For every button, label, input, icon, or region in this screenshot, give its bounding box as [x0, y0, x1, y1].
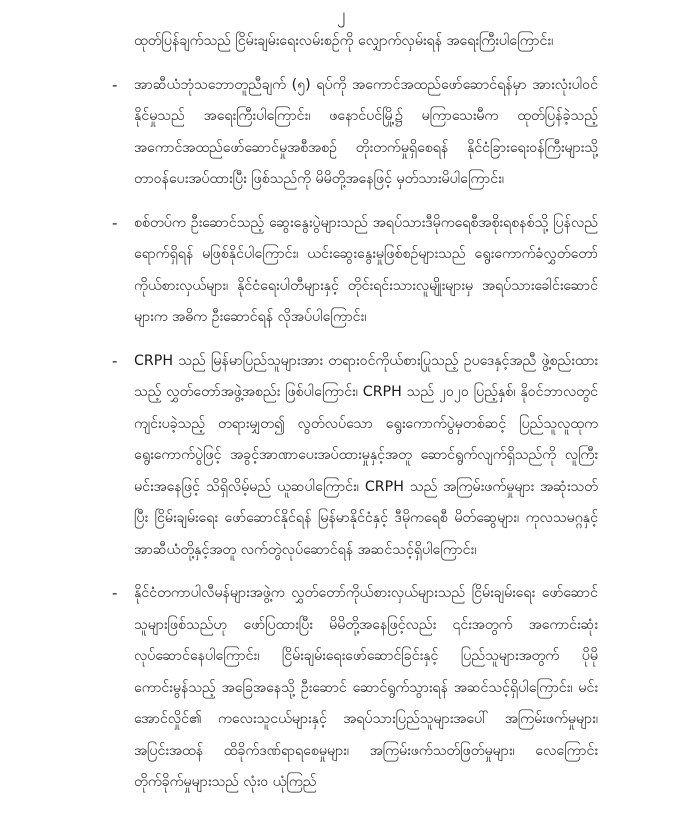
bullet-text: CRPH သည် မြန်မာပြည်သူများအား တရားဝင်ကိုယ်စားပြုသည့် ဥပဒေနှင့်အညီ ဖွဲ့စည်းထားသည့် လွှတ်တော်အဖွဲ့အစည်း ဖြစ်ပါကြောင်း၊ CRPH သည် ၂၀၂၀ ပြည့်နှစ်၊ နိုဝင်ဘာလတွင် ကျင်းပခဲ့သည့် တရားမျှတ၍ လွတ်လပ်သော ရွေးကောက်ပွဲမှတစ်ဆင့် ပြည်သူလူထုက ရွေးကောက်ပွဲဖြင့် အခွင့်အာဏာပေးအပ်ထားမှုနှင့်အတူ ဆောင်ရွက်လျက်ရှိသည်ကို လူကြီးမင်းအနေဖြင့် သိရှိလိမ့်မည် ယူဆပါကြောင်း၊ CRPH သည် အကြမ်းဖက်မှုများ အဆုံးသတ်ပြီး ငြိမ်းချမ်းရေး ဖော်ဆောင်နိုင်ရန် မြန်မာနိုင်ငံနှင့် ဒီမိုကရေစီ မိတ်ဆွေများ၊ ကုလသမဂ္ဂနှင့် အာဆီယံတို့နှင့်အတူ လက်တွဲလုပ်ဆောင်ရန် အဆင်သင့်ရှိပါကြောင်း၊ [134, 352, 598, 558]
bullet-text: နိုင်ငံတကာပါလီမန်များအဖွဲ့က လွှတ်တော်ကိုယ်စားလှယ်များသည် ငြိမ်းချမ်းရေး ဖော်ဆောင်သူများဖြစ်သည်ဟု ဖော်ပြထားပြီး မိမိတို့အနေဖြင့်လည်း ၎င်းအတွက် အကောင်းဆုံးလုပ်ဆောင်နေပါကြောင်း၊ ငြိမ်းချမ်းရေးဖော်ဆောင်ခြင်းနှင့် ပြည်သူများအတွက် ပိုမိုကောင်းမွန်သည့် အခြေအနေသို့ ဦးဆောင် ဆောင်ရွက်သွားရန် အဆင်သင့်ရှိပါကြောင်း၊ မင်းအောင်လှိုင်၏ ကလေးသူငယ်များနှင့် အရပ်သားပြည်သူများအပေါ် အကြမ်းဖက်မှုများ၊ အပြင်းအထန် ထိခိုက်ဒဏ်ရာရစေမှုများ၊ အကြမ်းဖက်သတ်ဖြတ်မှုများ၊ လေကြောင်းတိုက်ခိုက်မှုများသည် လုံးဝ ယုံကြည် [134, 585, 598, 790]
bullet-dash: - [112, 213, 118, 232]
bullet-item [0, 70, 682, 196]
bullet-text: အာဆီယံဘုံသဘောတူညီချက် (၅) ရပ်ကို အကောင်အထည်ဖော်ဆောင်ရန်မှာ အားလုံးပါဝင်နိုင်မှုသည် အရေးကြီးပါကြောင်း၊ ဖနောင်ပင်မြို့၌ မကြာသေးမီက ထုတ်ပြန်ခဲ့သည့် အကောင်အထည်ဖော်ဆောင်မှုအစီအစဉ် တိုးတက်မှုရှိစေရန် နိုင်ငံခြားရေးဝန်ကြီးများသို့ တာဝန်ပေးအပ်ထားပြီး ဖြစ်သည်ကို မိမိတို့အနေဖြင့် မှတ်သားမိပါကြောင်း၊ [134, 76, 598, 187]
bullet-item [0, 578, 682, 799]
bullet-list [0, 70, 682, 799]
bullet-item [0, 208, 682, 334]
bullet-dash: - [112, 351, 118, 370]
bullet-dash: - [112, 584, 118, 602]
document-body [0, 26, 682, 799]
bullet-item [0, 346, 682, 567]
bullet-text: စစ်တပ်က ဦးဆောင်သည့် ဆွေးနွေးပွဲများသည် အရပ်သားဒီမိုကရေစီအစိုးရစနစ်သို့ ပြန်လည်ရောက်ရှိရန် မဖြစ်နိုင်ပါကြောင်း၊ ယင်းဆွေးနွေးမှုဖြစ်စဉ်များသည် ရွေးကောက်ခံလွှတ်တော်ကိုယ်စားလှယ်များ၊ နိုင်ငံရေးပါတီများနှင့် တိုင်းရင်းသားလူမျိုးများမှ အရပ်သားခေါင်းဆောင်များက အဓိက ဦးဆောင်ရန် လိုအပ်ပါကြောင်း၊ [134, 214, 598, 325]
page-number: ၂ [336, 5, 346, 25]
intro-paragraph: ထုတ်ပြန်ချက်သည် ငြိမ်းချမ်းရေးလမ်းစဉ်ကို လျှောက်လှမ်းရန် အရေးကြီးပါကြောင်း၊ [134, 33, 554, 49]
bullet-dash: - [112, 75, 118, 94]
